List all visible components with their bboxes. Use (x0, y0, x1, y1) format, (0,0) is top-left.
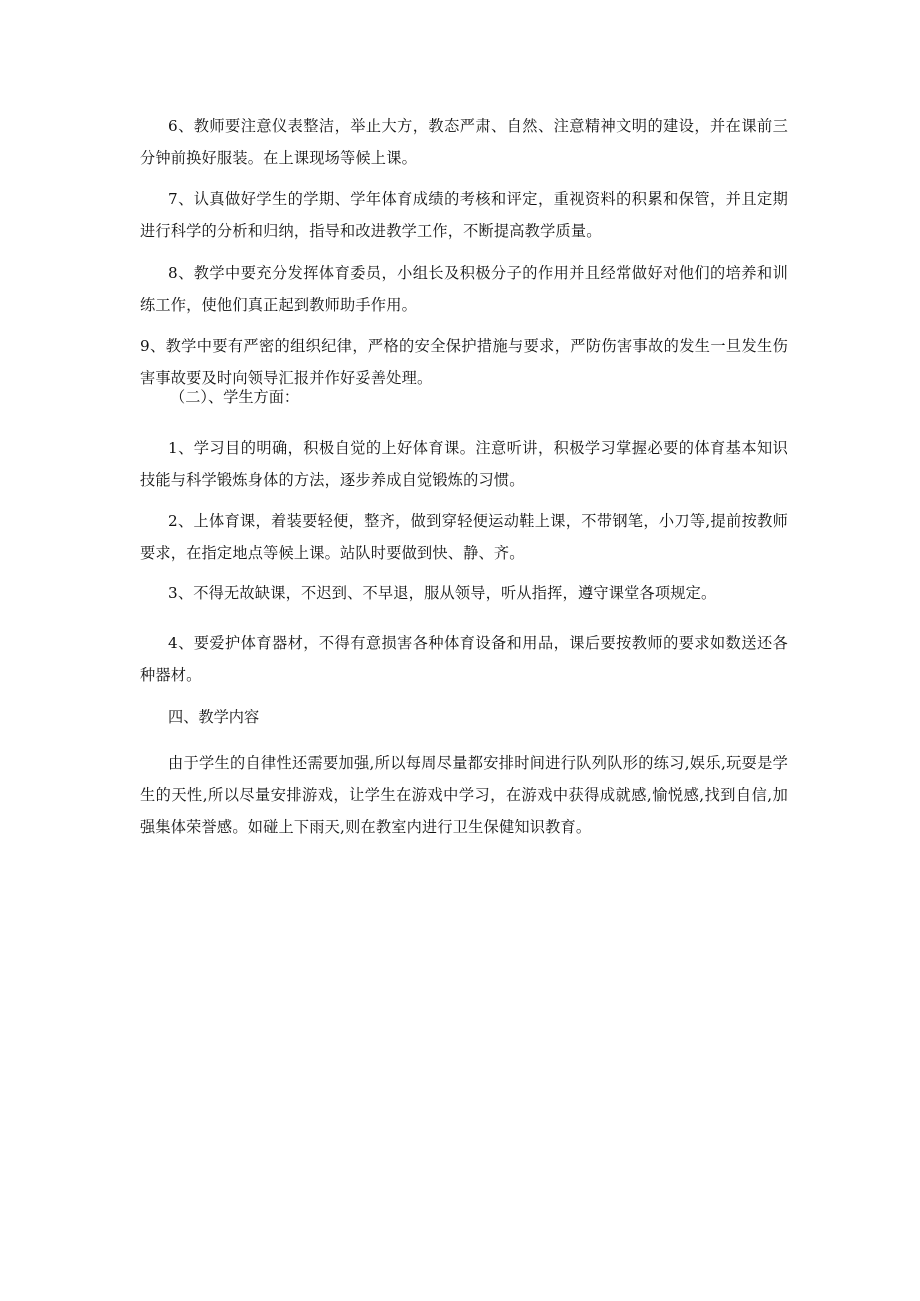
student-section-heading: （二）、学生方面： (170, 388, 300, 406)
teacher-item-7: 7、认真做好学生的学期、学年体育成绩的考核和评定，重视资料的积累和保管，并且定期进行科学的分析和归纳，指导和改进教学工作，不断提高教学质量。 (140, 190, 788, 240)
student-item-3: 3、不得无故缺课，不迟到、不早退，服从领导，听从指挥，遵守课堂各项规定。 (168, 584, 717, 602)
teacher-item-6: 6、教师要注意仪表整洁，举止大方，教态严肃、自然、注意精神文明的建设，并在课前三分钟前换好服装。在上课现场等候上课。 (140, 117, 788, 167)
student-item-1: 1、学习目的明确，积极自觉的上好体育课。注意听讲，积极学习掌握必要的体育基本知识技能与科学锻炼身体的方法，逐步养成自觉锻炼的习惯。 (140, 439, 788, 489)
student-item-4: 4、要爱护体育器材，不得有意损害各种体育设备和用品，课后要按教师的要求如数送还各种器材。 (140, 634, 788, 684)
student-item-2: 2、上体育课，着装要轻便，整齐，做到穿轻便运动鞋上课，不带钢笔，小刀等,提前按教师要求，在指定地点等候上课。站队时要做到快、静、齐。 (140, 512, 788, 562)
teacher-item-8: 8、教学中要充分发挥体育委员，小组长及积极分子的作用并且经常做好对他们的培养和训练工作，使他们真正起到教师助手作用。 (140, 264, 788, 314)
section-4-body: 由于学生的自律性还需要加强,所以每周尽量都安排时间进行队列队形的练习,娱乐,玩耍是学生的天性,所以尽量安排游戏，让学生在游戏中学习，在游戏中获得成就感,愉悦感,找到自信,加强集体荣誉感。如碰上下雨天,则在教室内进行卫生保健知识教育。 (140, 754, 788, 836)
teacher-item-9: 9、教学中要有严密的组织纪律，严格的安全保护措施与要求，严防伤害事故的发生一旦发生伤害事故要及时向领导汇报并作好妥善处理。 (140, 337, 788, 387)
section-4-heading: 四、教学内容 (168, 708, 260, 726)
